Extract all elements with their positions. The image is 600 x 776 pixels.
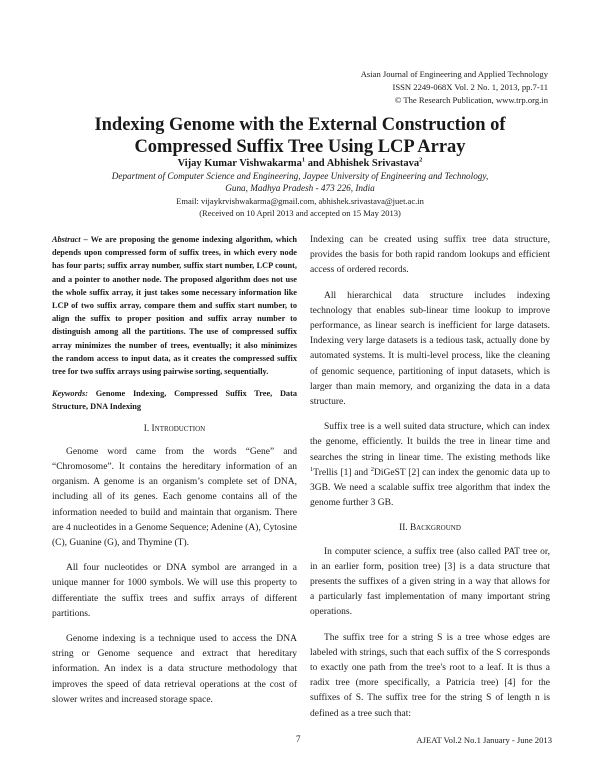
section-2-number: II. [399, 523, 408, 534]
paragraph: In computer science, a suffix tree (also called PAT tree or, in an earlier form, position tree) [3] is a data structure that presents the suffixes of a given string in a way that allows for a particularly fast implementation of many important string operations. [310, 546, 550, 618]
abstract-label: Abstract – [52, 235, 88, 244]
journal-publisher: © The Research Publication, www.trp.org.in [394, 95, 548, 105]
paragraph: Indexing can be created using suffix tree data structure, provides the basis for both rapid random lookups and efficient access of ordered records. [310, 235, 550, 276]
abstract-text: We are proposing the genome indexing algorithm, which depends upon compressed form of suffix trees, in which every node has four parts; suffix array number, suffix start number, LCP count, and a pointer to another node. The proposed algorithm does not use the whole suffix array, it just takes some necessary information like LCP of two suffix array, compare them and suffix start number, to align the suffix to proper position and suffix array number to distinguish among all the partitions. The use of compressed suffix array minimizes the number of trees, eventually; it also minimizes the random access to input data, as it creates the compressed suffix tree for two suffix arrays using pairwise sorting, sequentially. [52, 235, 297, 377]
left-column [52, 233, 297, 718]
paragraph: Genome word came from the words “Gene” and “Chromosome”. It contains the hereditary information of an organism. A genome is an organism’s complete set of DNA, including all of its genes. Each genome contains all of the information needed to build and maintain that organism. There are 4 nucleotides in a Genome Sequence; Adenine (A), Cytosine (C), Guanine (G), and Thymine (T). [52, 446, 297, 549]
author-1-mark: 1 [301, 156, 306, 164]
section-1-title: Introduction [151, 423, 206, 434]
paragraph [310, 420, 550, 511]
footnote-mark: 2 [370, 465, 375, 473]
keywords-text: Genome Indexing, Compressed Suffix Tree, Data Structure, DNA Indexing [52, 389, 297, 412]
paragraph-text: Suffix tree is a well suited data structure, which can index the genome, efficiently. It builds the tree in linear time and searches the string in linear time. The existing methods like [310, 422, 550, 463]
paragraph: All hierarchical data structure includes indexing technology that enables sub-linear time lookup to improve performance, as linear search is inefficient for large datasets. Indexing very large datasets is a tedious task, actually done by automated systems. It is multi-level process, like the cleaning of genomic sequence, partitioning of input datasets, which is larger than main memory, and organizing the data in a data structure. [310, 290, 550, 408]
authors-and: and [307, 158, 325, 169]
authors [40, 157, 560, 170]
affiliation-line1: Department of Computer Science and Engineering, Jaypee University of Engineering and Technology, [111, 171, 489, 181]
section-1-number: I. [143, 423, 150, 434]
section-heading-introduction [52, 422, 297, 437]
author-2: Abhishek Srivastava [326, 158, 420, 169]
section-heading-background [310, 521, 550, 536]
paragraph-text: Trellis [1] and [313, 467, 371, 478]
author-2-mark: 2 [419, 156, 423, 164]
contact-info [40, 196, 560, 219]
journal-header [361, 68, 548, 107]
paragraph: All four nucleotides or DNA symbol are arranged in a unique manner for 1000 symbols. We will use this property to differentiate the suffix trees and suffix arrays of different partitions. [52, 563, 297, 619]
page-number: 7 [296, 734, 301, 744]
journal-issn: ISSN 2249-068X Vol. 2 No. 1, 2013, pp.7-11 [392, 82, 548, 92]
right-column [310, 233, 550, 732]
received-dates: (Received on 10 April 2013 and accepted on 15 May 2013) [199, 207, 401, 218]
paragraph: Genome indexing is a technique used to access the DNA string or Genome sequence and extract that hereditary information. An index is a data structure methodology that improves the speed of data retrieval operations at the cost of slower writes and increased storage space. [52, 634, 297, 705]
footer-journal: AJEAT Vol.2 No.1 January - June 2013 [416, 735, 552, 745]
journal-name: Asian Journal of Engineering and Applied Technology [360, 69, 548, 79]
affiliation-line2: Guna, Madhya Pradesh - 473 226, India [225, 183, 375, 193]
author-1: Vijay Kumar Vishwakarma [177, 158, 302, 169]
paper-title-line1: Indexing Genome with the External Construction of [94, 115, 506, 135]
author-emails: Email: vijaykrvishwakarma@gmail.com, abhishek.srivastava@juet.ac.in [176, 196, 424, 206]
keywords [52, 387, 297, 413]
abstract [52, 233, 297, 378]
paragraph: The suffix tree for a string S is a tree whose edges are labeled with strings, such that each suffix of the S corresponds to exactly one path from the tree's root to a leaf. It is thus a radix tree (more specifically, a Patricia tree) [4] for the suffixes of S. The suffix tree for the string S of length n is defined as a tree such that: [310, 632, 550, 719]
paragraph-text: DiGeST [2] can index the genomic data up to 3GB. We need a scalable suffix tree algorithm that index the genome further 3 GB. [310, 467, 551, 509]
section-2-title: Background [409, 523, 461, 534]
affiliation [40, 170, 560, 194]
paper-title [40, 114, 560, 158]
footnote-mark: 1 [310, 465, 314, 473]
paper-title-line2: Compressed Suffix Tree Using LCP Array [134, 137, 466, 157]
keywords-label: Keywords: [52, 389, 88, 399]
